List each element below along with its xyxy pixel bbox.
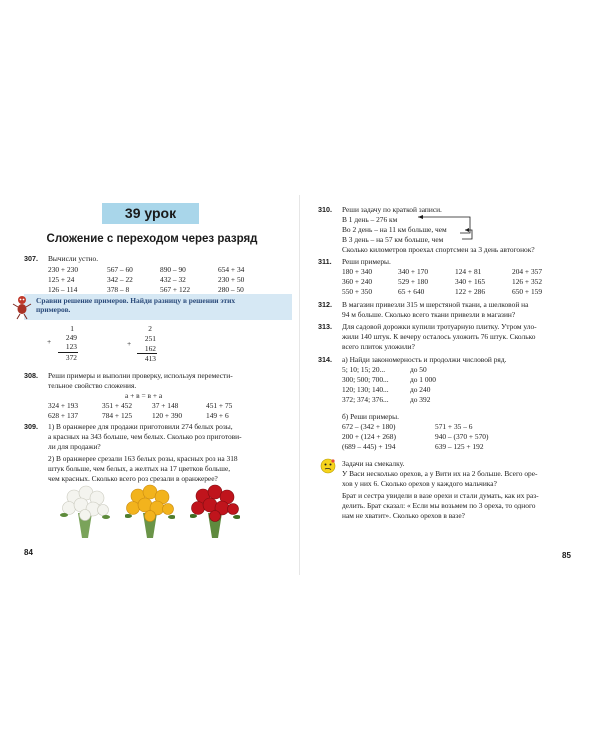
exercise-309-p1-line3: ли для продажи? — [48, 442, 101, 451]
exercise-308-number: 308. — [24, 371, 38, 380]
ex311-cell: 204 + 357 — [512, 267, 543, 276]
ex311-cell: 340 + 165 — [455, 277, 486, 286]
calc2-b: 162 — [144, 344, 156, 353]
ex307-cell: 125 + 24 — [48, 275, 75, 284]
ex311-cell: 126 + 352 — [512, 277, 543, 286]
exercise-309-p1-line2: а красных на 343 больше, чем белых. Сколько роз приготови- — [48, 432, 242, 441]
ex314-example: 639 – 125 + 192 — [435, 442, 484, 451]
ex308-cell: 451 + 75 — [206, 401, 233, 410]
exercise-310-line2: Во 2 день – на 11 км больше, чем — [342, 225, 447, 234]
ex311-cell: 340 + 170 — [398, 267, 429, 276]
smart-line2: хов у них 6. Сколько орехов у каждого мальчика? — [342, 479, 497, 488]
ex310-arrows — [300, 210, 600, 242]
lesson-label: 39 урок — [102, 203, 199, 224]
page-number-right: 85 — [562, 551, 571, 560]
exercise-309-p2-line2: штук больше, чем белых, а желтых на 17 цветков больше, — [48, 464, 231, 473]
exercise-310-line3: В 3 день – на 57 км больше, чем — [342, 235, 444, 244]
ex307-cell: 378 – 8 — [107, 285, 130, 294]
exercise-314-part-b: б) Реши примеры. — [342, 412, 399, 421]
right-page — [300, 0, 600, 750]
exercise-308-line2: тельное свойство сложения. — [48, 381, 137, 390]
calc2-a: 251 — [144, 334, 156, 343]
exercise-309-p2-line1: 2) В оранжерее срезали 163 белых розы, красных роз на 318 — [48, 454, 238, 463]
ex307-cell: 890 – 90 — [160, 265, 186, 274]
page-number-left: 84 — [24, 548, 33, 557]
yellow-roses-bouquet-image — [125, 483, 175, 539]
exercise-312-number: 312. — [318, 300, 332, 309]
series-limit: до 50 — [410, 365, 427, 374]
calc1-operator: + — [47, 337, 52, 346]
smart-line1: У Васи несколько орехов, а у Вити их на 2 больше. Всего оре- — [342, 469, 538, 478]
smiley-thinking-icon — [320, 458, 336, 474]
lesson-title: Сложение с переходом через разряд — [46, 233, 258, 245]
exercise-308-formula: a + в = в + a — [125, 391, 163, 400]
ex307-cell: 654 + 34 — [218, 265, 245, 274]
exercise-313-number: 313. — [318, 322, 332, 331]
exercise-310-number: 310. — [318, 205, 332, 214]
red-roses-bouquet-image — [190, 483, 240, 539]
exercise-313-line1: Для садовой дорожки купили тротуарную плитку. Утром уло- — [342, 322, 537, 331]
ex307-cell: 567 – 60 — [107, 265, 133, 274]
series-start: 5; 10; 15; 20... — [342, 365, 386, 374]
series-limit: до 392 — [410, 395, 431, 404]
ex308-cell: 351 + 452 — [102, 401, 133, 410]
ex311-cell: 650 + 159 — [512, 287, 543, 296]
ex307-cell: 230 + 50 — [218, 275, 245, 284]
calc2-operator: + — [127, 339, 132, 348]
ex307-cell: 342 – 22 — [107, 275, 133, 284]
exercise-307-number: 307. — [24, 254, 38, 263]
exercise-311-instruction: Реши примеры. — [342, 257, 391, 266]
series-start: 120; 130; 140... — [342, 385, 389, 394]
ex311-cell: 124 + 81 — [455, 267, 482, 276]
compare-line-1: Сравни решение примеров. Найди разницу в решении этих — [36, 296, 236, 305]
ex308-cell: 120 + 390 — [152, 411, 183, 420]
ex311-cell: 550 + 350 — [342, 287, 373, 296]
ex308-cell: 37 + 148 — [152, 401, 179, 410]
ant-mascot-icon — [12, 294, 32, 320]
smart-line4: делить. Брат сказал: « Если мы возьмем по 3 ореха, то одного — [342, 501, 536, 510]
exercise-310-question: Сколько километров проехал спортсмен за 3 день автогонок? — [342, 245, 535, 254]
ex314-example: 571 + 35 – 6 — [435, 422, 473, 431]
ex311-cell: 529 + 180 — [398, 277, 429, 286]
ex311-cell: 360 + 240 — [342, 277, 373, 286]
compare-line-2: примеров. — [36, 305, 71, 314]
calc1-result: 372 — [65, 353, 77, 362]
exercise-309-number: 309. — [24, 422, 38, 431]
ex308-cell: 324 + 193 — [48, 401, 79, 410]
exercise-312-line2: 94 м больше. Сколько всего ткани привезли в магазин? — [342, 310, 516, 319]
ex307-cell: 567 + 122 — [160, 285, 191, 294]
exercise-310-line1: В 1 день – 276 км — [342, 215, 398, 224]
series-start: 300; 500; 700... — [342, 375, 389, 384]
ex314-example: (689 – 445) + 194 — [342, 442, 396, 451]
calc2-carry: 2 — [148, 324, 152, 333]
exercise-311-number: 311. — [318, 257, 332, 266]
exercise-314-number: 314. — [318, 355, 332, 364]
series-limit: до 240 — [410, 385, 431, 394]
calc1-b: 123 — [65, 342, 77, 351]
ex308-cell: 149 + 6 — [206, 411, 229, 420]
compare-instruction — [36, 296, 286, 314]
exercise-313-line3: всего плиток уложили? — [342, 342, 415, 351]
smart-line3: Брат и сестра увидели в вазе орехи и стали думать, как их раз- — [342, 491, 539, 500]
ex308-cell: 784 + 125 — [102, 411, 133, 420]
ex311-cell: 65 + 640 — [398, 287, 425, 296]
smart-title: Задачи на смекалку. — [342, 459, 405, 468]
exercise-310-instruction: Реши задачу по краткой записи. — [342, 205, 442, 214]
exercise-308-line1: Реши примеры и выполни проверку, используя перемести- — [48, 371, 233, 380]
exercise-314-part-a: а) Найди закономерность и продолжи числовой ряд. — [342, 355, 507, 364]
calc1-carry: 1 — [70, 324, 74, 333]
exercise-307-instruction: Вычисли устно. — [48, 254, 99, 263]
white-roses-bouquet-image — [60, 483, 110, 539]
series-start: 372; 374; 376... — [342, 395, 389, 404]
ex311-cell: 180 + 340 — [342, 267, 373, 276]
exercise-309-p2-line3: чем красных. Сколько всего роз срезали в оранжерее? — [48, 474, 218, 483]
exercise-313-line2: жили 140 штук. К вечеру осталось уложить 76 штук. Сколько — [342, 332, 536, 341]
ex314-example: 672 – (342 + 180) — [342, 422, 396, 431]
ex307-cell: 230 + 230 — [48, 265, 79, 274]
series-limit: до 1 000 — [410, 375, 436, 384]
smart-line5: нам не хватит». Сколько орехов в вазе? — [342, 511, 465, 520]
ex307-cell: 126 – 114 — [48, 285, 78, 294]
ex308-cell: 628 + 137 — [48, 411, 79, 420]
ex311-cell: 122 + 286 — [455, 287, 486, 296]
ex314-example: 940 – (370 + 570) — [435, 432, 489, 441]
ex307-cell: 280 – 50 — [218, 285, 244, 294]
exercise-309-p1-line1: 1) В оранжерее для продажи приготовили 274 белых розы, — [48, 422, 233, 431]
ex314-example: 200 + (124 + 268) — [342, 432, 396, 441]
ex307-cell: 432 – 32 — [160, 275, 186, 284]
exercise-312-line1: В магазин привезли 315 м шерстяной ткани, а шелковой на — [342, 300, 529, 309]
calc2-result: 413 — [144, 354, 156, 363]
calc1-a: 249 — [65, 333, 77, 342]
